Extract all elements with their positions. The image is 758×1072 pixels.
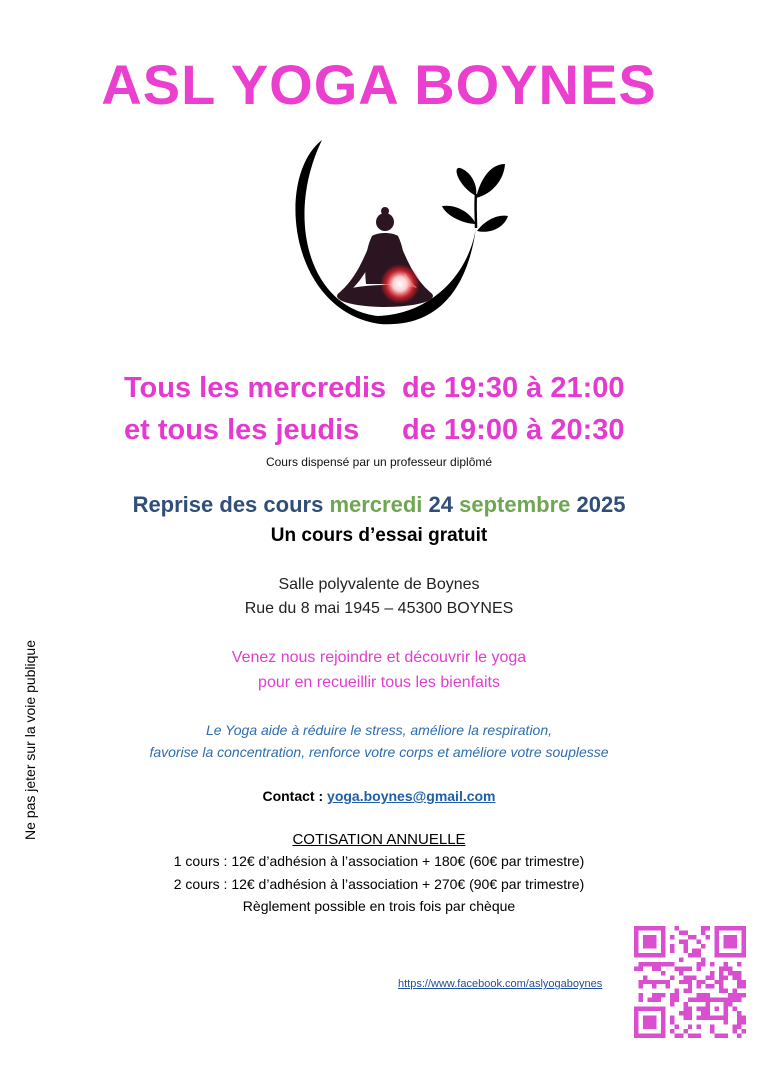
address-line-2: Rue du 8 mai 1945 – 45300 BOYNES	[244, 600, 514, 617]
contact	[0, 788, 758, 804]
page-title: ASL YOGA BOYNES	[101, 53, 657, 116]
benefits-line-2: favorise la concentration, renforce votre corps et améliore votre souplesse	[149, 744, 609, 760]
cotisation-title: COTISATION ANNUELLE	[292, 831, 466, 848]
invite-line-2: pour en recueillir tous les bienfaits	[258, 674, 500, 691]
side-note: Ne pas jeter sur la voie publique	[22, 639, 38, 840]
cotisation-line-3: Règlement possible en trois fois par chèque	[242, 898, 516, 914]
facebook-link[interactable]: https://www.facebook.com/aslyogaboynes	[398, 978, 603, 990]
reprise-daynum: 24	[428, 492, 460, 517]
free-trial: Un cours d’essai gratuit	[270, 525, 488, 546]
schedule-day-1: Tous les mercredis	[124, 372, 387, 404]
address-line-1: Salle polyvalente de Boynes	[278, 576, 480, 593]
schedule-time-1: de 19:30 à 21:00	[402, 372, 625, 404]
qr-code-icon[interactable]	[634, 926, 746, 1038]
teacher-note: Cours dispensé par un professeur diplômé	[265, 455, 493, 469]
reprise-year: 2025	[576, 492, 626, 517]
reprise-month: septembre	[459, 492, 577, 517]
contact-label: Contact :	[262, 788, 328, 804]
reprise-label: Reprise des cours	[132, 492, 330, 517]
benefits-line-1: Le Yoga aide à réduire le stress, améliore la respiration,	[205, 722, 553, 738]
contact-email-link[interactable]: yoga.boynes@gmail.com	[327, 788, 496, 804]
cotisation-line-1: 1 cours : 12€ d’adhésion à l’association + 180€ (60€ par trimestre)	[173, 853, 585, 869]
reprise-date	[0, 492, 758, 518]
meditation-logo-icon	[280, 136, 510, 336]
invite-line-1: Venez nous rejoindre et découvrir le yoga	[231, 649, 527, 666]
schedule-day-2: et tous les jeudis	[124, 414, 360, 446]
cotisation-line-2: 2 cours : 12€ d’adhésion à l’association + 270€ (90€ par trimestre)	[173, 876, 585, 892]
schedule-time-2: de 19:00 à 20:30	[402, 414, 625, 446]
reprise-day: mercredi	[329, 492, 429, 517]
